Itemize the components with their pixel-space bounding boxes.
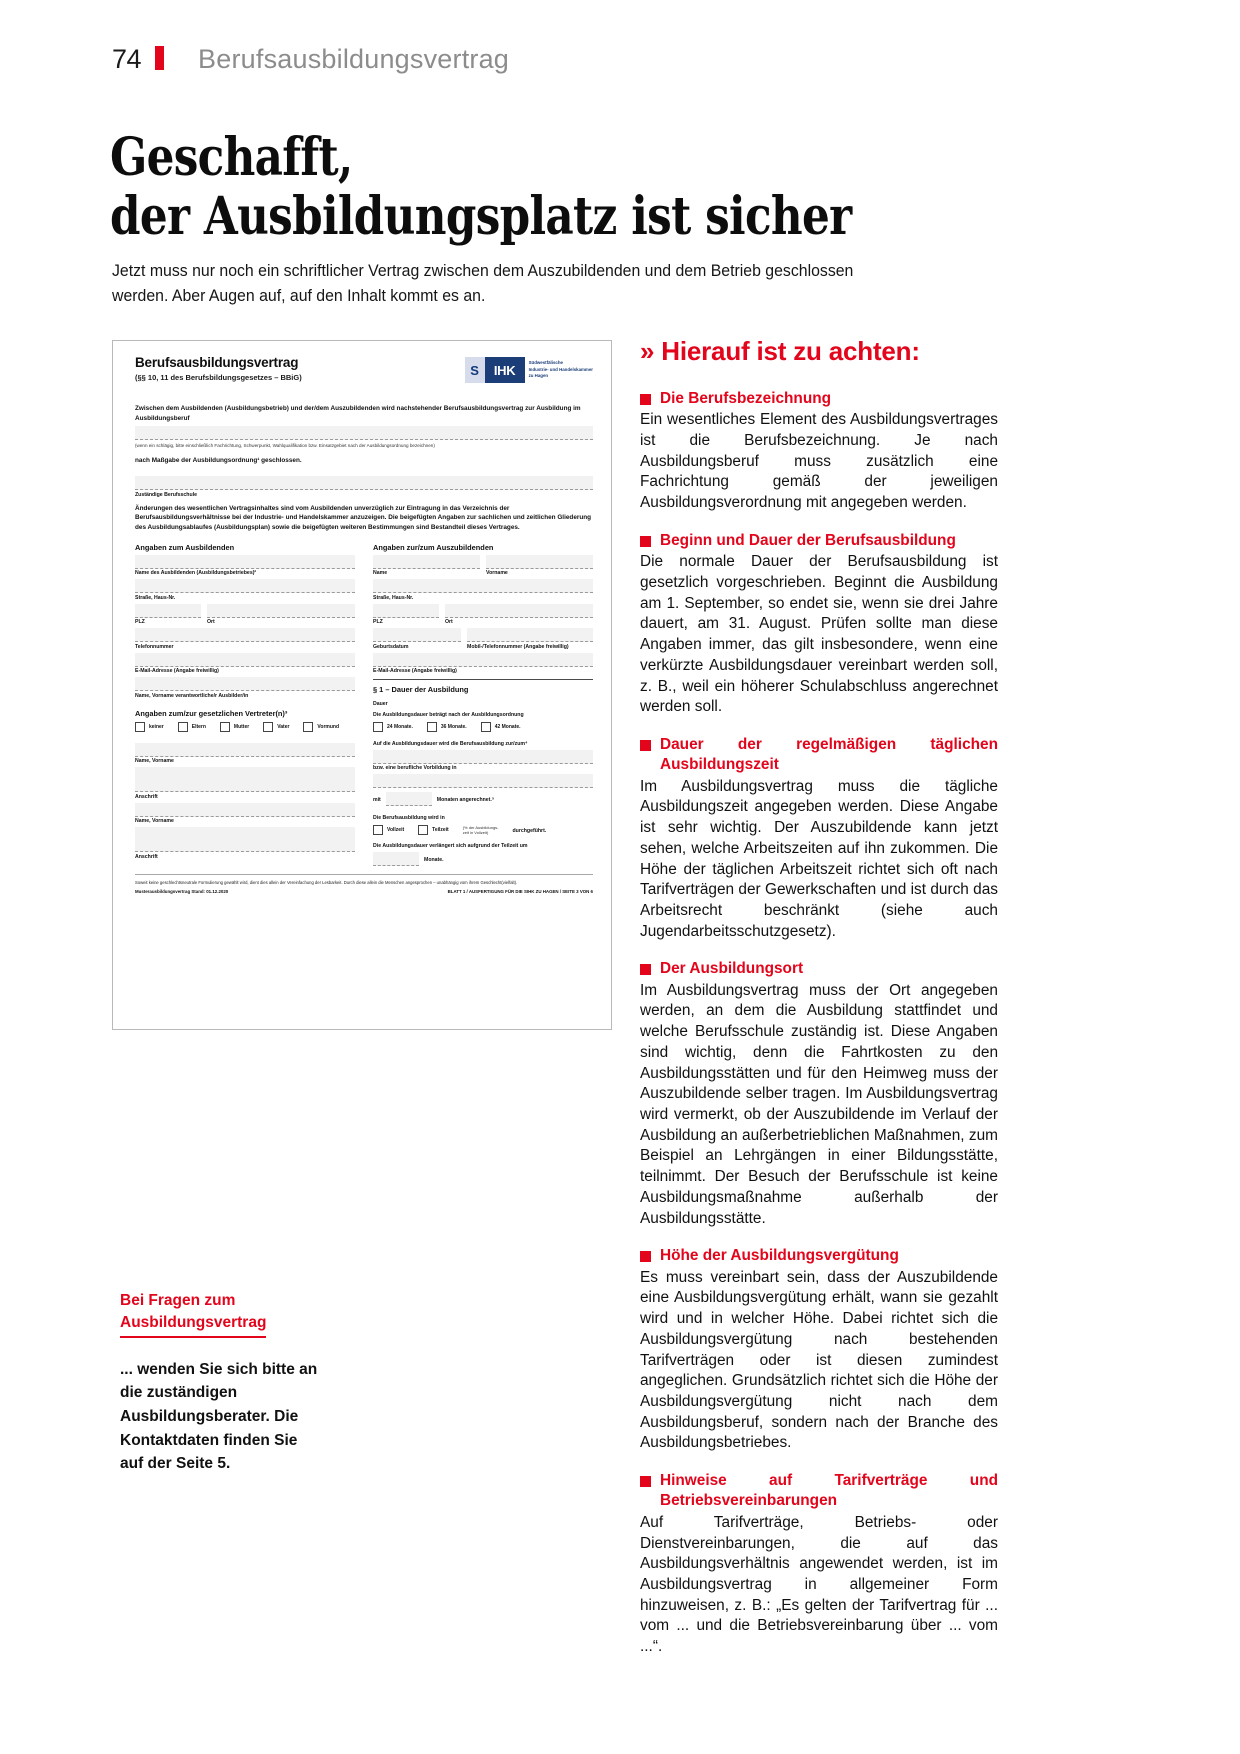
tips-column bbox=[640, 336, 998, 1675]
form-duration-options bbox=[373, 722, 593, 732]
form-changes-paragraph: Änderungen des wesentlichen Vertragsinhaltes sind vom Ausbildenden unverzüglich zur Eintragung in das Verzeichnis der Berufsausbildungsverhältnisse bei der Industrie- und Handelskammer anzuzeigen. Die beigefügten Angaben zur sachlichen und zeitlichen Gliederung des Ausbildungsablaufes (Ausbildungsplan) sowie die beigefügten weiteren Bestimmungen sind Bestandteil dieses Vertrages. bbox=[135, 504, 592, 531]
red-square-bullet-icon bbox=[640, 964, 651, 975]
form-title: Berufsausbildungsvertrag bbox=[135, 355, 299, 370]
form-text-anrechnung: Auf die Ausbildungsdauer wird die Berufsausbildung zur/zum⁴ bbox=[373, 740, 528, 747]
form-field-vorbildung bbox=[373, 774, 593, 788]
form-option-label: Mutter bbox=[233, 723, 250, 730]
tip-section bbox=[640, 735, 998, 942]
form-field-ort bbox=[207, 604, 355, 618]
form-footnote-small: (wenn ein schlägig, bitte einschließlich Fachrichtung, Schwerpunkt, Wahlqualifikation bzw. Einsatzgebiet nach der Ausbildungsordnung bezeichnen) bbox=[135, 443, 435, 449]
form-text-dauer: Die Ausbildungsdauer beträgt nach der Ausbildungsordnung bbox=[373, 712, 524, 719]
form-label-vertreter-name2: Name, Vorname bbox=[135, 818, 174, 825]
form-field-berufsschule bbox=[135, 476, 593, 490]
form-option-teilzeit[interactable] bbox=[418, 825, 449, 835]
form-field-mobil bbox=[467, 628, 593, 642]
form-field-monate bbox=[386, 792, 432, 806]
form-option-keiner[interactable] bbox=[135, 722, 164, 732]
form-option-vollzeit[interactable] bbox=[373, 825, 404, 835]
form-label-azubi-vorname: Vorname bbox=[486, 570, 508, 577]
ihk-logo-ihk: IHK bbox=[485, 357, 525, 383]
form-text-durchfuehrung: Die Berufsausbildung wird in bbox=[373, 814, 445, 821]
form-field-anrechnung bbox=[373, 750, 593, 764]
form-label-durchgefuehrt: durchgeführt. bbox=[512, 827, 547, 834]
form-field-vertreter-anschrift1 bbox=[135, 767, 355, 792]
checkbox-icon[interactable] bbox=[220, 722, 230, 732]
form-text-verlaengerung: Die Ausbildungsdauer verlängert sich aufgrund der Teilzeit um bbox=[373, 843, 528, 850]
form-closing-line: nach Maßgabe der Ausbildungsordnung¹ geschlossen. bbox=[135, 456, 302, 464]
tip-heading-row bbox=[640, 735, 998, 776]
page-title-line2: der Ausbildungsplatz ist sicher bbox=[110, 186, 852, 248]
form-field-strasse bbox=[135, 579, 355, 593]
checkbox-icon[interactable] bbox=[178, 722, 188, 732]
form-label-email: E-Mail-Adresse (Angabe freiwillig) bbox=[135, 668, 219, 675]
form-option-36-monate[interactable] bbox=[427, 722, 467, 732]
form-field-plz bbox=[135, 604, 201, 618]
section-title: Berufsausbildungsvertrag bbox=[198, 44, 510, 74]
form-option-label: 36 Monate. bbox=[440, 724, 467, 731]
form-footer-note: Soweit keine geschlechtsneutrale Formulierung gewählt wird, dient dies allein der Vereinfachung der Lesbarkeit. Durch diese allein die Menschen angesprochen – unabhängig vom ihrem Geschlecht(vielfalt). bbox=[135, 880, 518, 886]
tip-body: Im Ausbildungsvertrag muss die tägliche Ausbildungszeit angegeben werden. Diese Angabe ist sehr wichtig. Der Auszubildende kann jetzt sehen, welche Arbeitszeiten auf ihn zukommen. Die Höhe der täglichen Arbeitszeit richtet sich oft nach Tarifverträgen der Gewerkschaften und ist durch das Arbeitsrecht beschränkt (siehe auch Jugendarbeitsschutzgesetz). bbox=[640, 777, 998, 940]
form-label-monate: Monate. bbox=[424, 857, 444, 864]
checkbox-icon[interactable] bbox=[135, 722, 145, 732]
form-option-label: Vollzeit bbox=[387, 827, 405, 834]
form-option-label: 24 Monate. bbox=[387, 724, 413, 731]
form-field-azubi-strasse bbox=[373, 579, 593, 593]
tip-body: Die normale Dauer der Berufsausbildung ist gesetzlich vorgeschrieben. Beginnt die Ausbildung am 1. September, so endet sie, wenn sie drei Jahre dauert, am 31. August. Prüfen sollte man diese Angaben immer, das gilt insbesondere, wenn eine verkürzte Ausbildungsdauer vereinbart werden soll, z. B., weil ein höherer Schulabschluss angerechnet werden soll. bbox=[640, 553, 998, 716]
tip-heading: Hinweise auf Tarifverträge und Betriebsvereinbarungen bbox=[660, 1472, 998, 1510]
form-option-eltern[interactable] bbox=[178, 722, 206, 732]
tip-heading: Die Berufsbezeichnung bbox=[660, 390, 832, 407]
tip-section bbox=[640, 1471, 998, 1658]
form-field-azubi-email bbox=[373, 653, 593, 667]
tips-column-heading: » Hierauf ist zu achten: bbox=[640, 336, 920, 366]
form-heading-paragraph1: § 1 – Dauer der Ausbildung bbox=[373, 685, 469, 695]
running-head bbox=[112, 44, 509, 75]
intro-paragraph: Jetzt muss nur noch ein schriftlicher Vertrag zwischen dem Auszubildenden und dem Betrieb geschlossen werden. Aber Augen auf, auf den Inhalt kommt es an. bbox=[112, 262, 854, 306]
contact-callout-heading bbox=[120, 1290, 320, 1338]
form-label-vertreter-name1: Name, Vorname bbox=[135, 758, 174, 765]
form-label-plz: PLZ bbox=[135, 619, 145, 626]
tip-body: Es muss vereinbart sein, dass der Auszubildende eine Ausbildungsvergütung erhält, wann sie gezahlt wird und in welcher Höhe. Dabei richtet sich die Ausbildungsvergütung nach bestehenden Tarifverträgen oder ist diesen zumindest angeglichen. Grundsätzlich richtet sich die Höhe der Ausbildungsvergütung nicht nach dem Ausbildungsberuf, sondern nach der Branche des Ausbildungsbetriebes. bbox=[640, 1268, 998, 1452]
red-square-bullet-icon bbox=[640, 740, 651, 751]
form-footer-left: Musterausbildungsvertrag Stand: 01.12.2020 bbox=[135, 889, 229, 895]
form-label-geburtsdatum: Geburtsdatum bbox=[373, 643, 409, 650]
red-square-bullet-icon bbox=[640, 1251, 651, 1262]
form-note-teilzeit: (% der Ausbildungs- zeit in Vollzeit) bbox=[462, 824, 499, 836]
form-option-label: Vater bbox=[277, 723, 290, 730]
form-field-ausbilder bbox=[135, 677, 355, 691]
red-square-bullet-icon bbox=[640, 394, 651, 405]
checkbox-icon[interactable] bbox=[373, 825, 383, 835]
form-heading-ausbildender: Angaben zum Ausbildenden bbox=[135, 542, 235, 552]
page-title bbox=[110, 128, 866, 247]
form-option-vater[interactable] bbox=[263, 722, 289, 732]
form-option-label: 42 Monate. bbox=[494, 724, 521, 731]
ihk-logo-s: S bbox=[465, 357, 485, 383]
form-intro-paragraph: Zwischen dem Ausbildenden (Ausbildungsbetrieb) und der/dem Auszubildenden wird nachstehender Berufsausbildungsvertrag zur Ausbildung im Ausbildungsberuf bbox=[135, 405, 581, 422]
red-bar-divider bbox=[155, 46, 164, 70]
contact-callout-heading-line2: Ausbildungsvertrag bbox=[120, 1312, 266, 1337]
checkbox-icon[interactable] bbox=[263, 722, 273, 732]
form-field-beruf bbox=[135, 426, 593, 440]
ihk-logo bbox=[465, 357, 593, 383]
form-guardian-options bbox=[135, 722, 355, 732]
form-label-mit: mit bbox=[373, 796, 381, 803]
form-label-monate-angerechnet: Monaten angerechnet.⁵ bbox=[436, 796, 495, 803]
form-label-telefon: Telefonnummer bbox=[135, 643, 174, 650]
tip-heading-row bbox=[640, 1246, 998, 1266]
form-field-name-betrieb bbox=[135, 555, 355, 569]
form-label-azubi-strasse: Straße, Haus-Nr. bbox=[373, 594, 414, 601]
form-label-name-betrieb: Name des Ausbildenden (Ausbildungsbetriebes)² bbox=[135, 570, 257, 577]
contact-callout-body: ... wenden Sie sich bitte an die zuständigen Ausbildungsberater. Die Kontaktdaten finden Sie auf der Seite 5. bbox=[120, 1360, 318, 1473]
contact-callout bbox=[120, 1290, 320, 1476]
tip-section bbox=[640, 531, 998, 718]
form-label-ort: Ort bbox=[207, 619, 215, 626]
tip-heading: Dauer der regelmäßigen täglichen Ausbildungszeit bbox=[660, 736, 998, 774]
contract-form-image bbox=[112, 340, 612, 1030]
form-field-verlaengerung-monate bbox=[373, 852, 419, 866]
form-option-label: Vormund bbox=[317, 723, 339, 730]
form-label-azubi-ort: Ort bbox=[445, 619, 453, 626]
tip-heading: Der Ausbildungsort bbox=[660, 960, 804, 978]
form-label-ausbilder: Name, Vorname verantwortliche/r Ausbilder/in bbox=[135, 692, 249, 699]
form-footer-right: BLATT 1 / AUSFERTIGUNG FÜR DIE SIHK ZU HAGEN / SEITE 3 VON 6 bbox=[447, 889, 593, 895]
form-heading-auszubildender: Angaben zur/zum Auszubildenden bbox=[373, 542, 494, 552]
form-option-mutter[interactable] bbox=[220, 722, 249, 732]
red-square-bullet-icon bbox=[640, 1476, 651, 1487]
tip-heading: Beginn und Dauer der Berufsausbildung bbox=[660, 531, 956, 549]
checkbox-icon[interactable] bbox=[418, 825, 428, 835]
form-field-telefon bbox=[135, 628, 355, 642]
checkbox-icon[interactable] bbox=[303, 722, 313, 732]
tip-body: Im Ausbildungsvertrag muss der Ort angegeben werden, an dem die Ausbildung stattfindet und welche Berufsschule zuständig ist. Diese Angaben sind wichtig, denn die Fahrtkosten zu den Ausbildungsstätten und für den Heimweg muss der Auszubildende selber tragen. Im Ausbildungsvertrag wird vermerkt, ob der Auszubildende im Verlauf der Ausbildung an außerbetrieblichen Maßnahmen, zum Beispiel an Lehrgängen in einer Bildungsstätte, teilnimmt. Der Besuch der Berufsschule ist keine Ausbildungsmaßnahme außerhalb der Ausbildungsstätte. bbox=[640, 981, 998, 1227]
form-time-options bbox=[373, 825, 593, 836]
form-label-dauer: Dauer bbox=[373, 700, 388, 707]
tip-section bbox=[640, 1246, 998, 1454]
page-title-line1: Geschafft, bbox=[110, 127, 353, 188]
checkbox-icon[interactable] bbox=[373, 722, 383, 732]
form-option-label: keiner bbox=[149, 723, 164, 730]
form-label-azubi-name: Name bbox=[373, 570, 388, 577]
form-label-vertreter-anschrift1: Anschrift bbox=[135, 793, 158, 800]
form-label-strasse: Straße, Haus-Nr. bbox=[135, 594, 176, 601]
form-field-vertreter-name2 bbox=[135, 803, 355, 817]
form-option-label: Teilzeit bbox=[432, 827, 449, 834]
ihk-logo-caption: Südwestfälische Industrie- und Handelskammer zu Hagen bbox=[528, 360, 593, 379]
tip-section bbox=[640, 389, 998, 514]
checkbox-icon[interactable] bbox=[427, 722, 437, 732]
form-heading-vertreter: Angaben zum/zur gesetzlichen Vertreter(n)³ bbox=[135, 708, 288, 718]
form-field-vertreter-anschrift2 bbox=[135, 827, 355, 852]
form-text-vorbildung: bzw. eine berufliche Vorbildung in bbox=[373, 765, 457, 772]
form-option-vormund[interactable] bbox=[303, 722, 339, 732]
page-number: 74 bbox=[112, 44, 142, 74]
tip-heading-row bbox=[640, 1471, 998, 1512]
form-field-azubi-ort bbox=[445, 604, 593, 618]
tip-body: Auf Tarifverträge, Betriebs- oder Dienstvereinbarungen, die auf das Ausbildungsverhältnis angewendet werden, ist im Ausbildungsvertrag in allgemeiner Form hinzuweisen, z. B.: „Es gelten der Tarifvertrag für ... vom ... und die Betriebsvereinbarung über ... vom ...“. bbox=[640, 1513, 998, 1656]
form-label-mobil: Mobil-/Telefonnummer (Angabe freiwillig) bbox=[467, 643, 569, 650]
form-label-vertreter-anschrift2: Anschrift bbox=[135, 853, 158, 860]
form-field-azubi-name bbox=[373, 555, 480, 569]
form-field-vertreter-name1 bbox=[135, 743, 355, 757]
tip-heading-row bbox=[640, 531, 998, 551]
form-label-azubi-email: E-Mail-Adresse (Angabe freiwillig) bbox=[373, 668, 457, 675]
red-square-bullet-icon bbox=[640, 536, 651, 547]
form-field-email bbox=[135, 653, 355, 667]
tip-section bbox=[640, 959, 998, 1229]
form-label-berufsschule: Zuständige Berufsschule bbox=[135, 491, 197, 498]
contact-callout-heading-line1: Bei Fragen zum bbox=[120, 1292, 236, 1309]
tip-body: Ein wesentliches Element des Ausbildungsvertrages ist die Berufsbezeichnung. Je nach Ausbildungsberuf muss zusätzlich eine Fachrichtung gemäß der jeweiligen Ausbildungsverordnung mit angegeben werden. bbox=[640, 411, 998, 512]
tip-heading-row bbox=[640, 389, 998, 409]
form-field-azubi-vorname bbox=[486, 555, 593, 569]
form-field-azubi-plz bbox=[373, 604, 439, 618]
form-option-label: Eltern bbox=[191, 723, 206, 730]
form-label-azubi-plz: PLZ bbox=[373, 619, 383, 626]
form-subtitle: (§§ 10, 11 des Berufsbildungsgesetzes – BBiG) bbox=[135, 373, 302, 382]
form-option-42-monate[interactable] bbox=[481, 722, 521, 732]
tip-heading: Höhe der Ausbildungsvergütung bbox=[660, 1247, 899, 1265]
form-field-geburtsdatum bbox=[373, 628, 461, 642]
checkbox-icon[interactable] bbox=[481, 722, 491, 732]
form-option-24-monate[interactable] bbox=[373, 722, 413, 732]
tip-heading-row bbox=[640, 959, 998, 979]
